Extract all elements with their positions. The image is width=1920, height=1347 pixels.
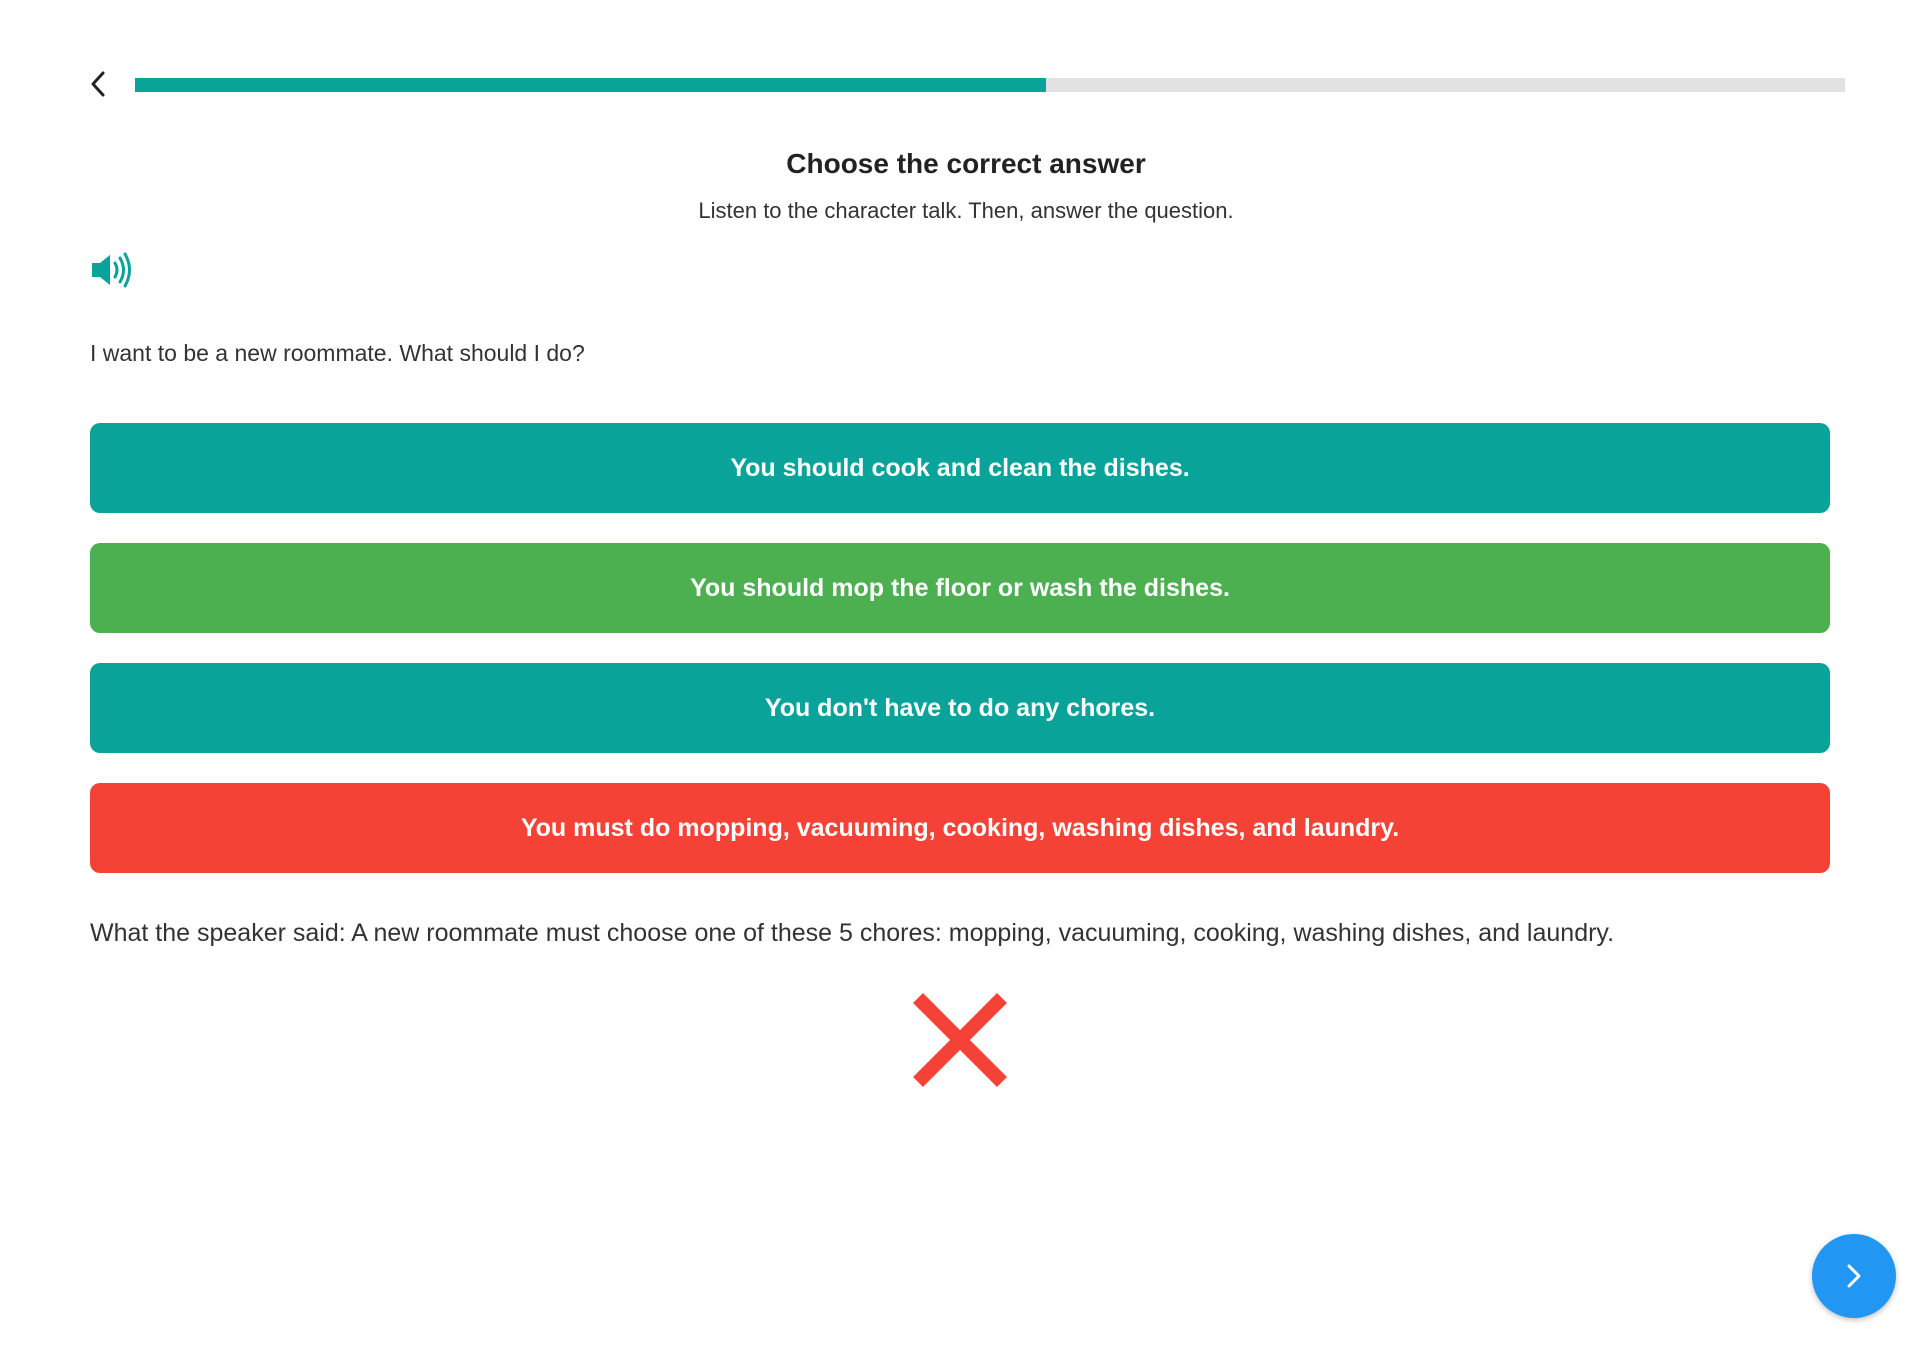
- speaker-icon: [90, 250, 134, 290]
- answer-option-label: You should cook and clean the dishes.: [730, 453, 1190, 482]
- instruction-text: Listen to the character talk. Then, answer the question.: [698, 198, 1234, 223]
- answer-option-4[interactable]: [90, 783, 1830, 873]
- result-mark: [910, 990, 1010, 1090]
- chevron-left-icon: [88, 69, 108, 99]
- back-button[interactable]: [82, 66, 114, 102]
- answer-option-label: You should mop the floor or wash the dishes.: [690, 573, 1230, 602]
- top-bar: [0, 0, 1920, 170]
- progress-bar: [135, 78, 1845, 92]
- next-button[interactable]: [1812, 1234, 1896, 1318]
- play-audio-button[interactable]: [90, 250, 134, 290]
- transcript-text: What the speaker said: A new roommate must choose one of these 5 chores: mopping, vacuuming, cooking, washing dishes, and laundry.: [90, 919, 1615, 947]
- page-title: Choose the correct answer: [786, 148, 1146, 179]
- answer-option-3[interactable]: [90, 663, 1830, 753]
- chevron-right-icon: [1842, 1261, 1866, 1291]
- question-text: I want to be a new roommate. What should I do?: [90, 340, 585, 366]
- answer-option-label: You don't have to do any chores.: [764, 693, 1156, 722]
- incorrect-x-icon: [910, 990, 1010, 1090]
- progress-fill: [135, 78, 1046, 92]
- answer-option-1[interactable]: [90, 423, 1830, 513]
- answer-option-2[interactable]: [90, 543, 1830, 633]
- answer-option-label: You must do mopping, vacuuming, cooking, washing dishes, and laundry.: [520, 813, 1400, 842]
- answer-options: [90, 423, 1830, 903]
